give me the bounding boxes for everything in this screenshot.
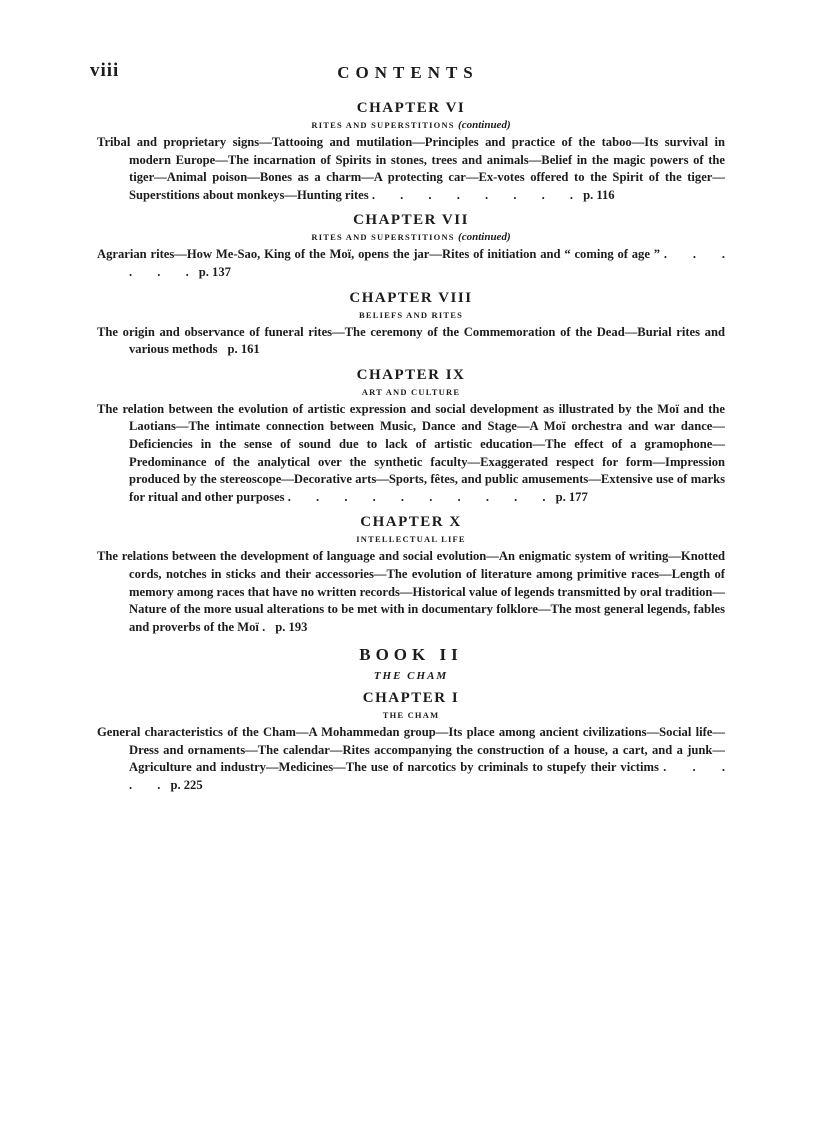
chapter-title: CHAPTER VI — [356, 100, 466, 116]
chapter-summary — [97, 724, 725, 794]
chapter-title: CHAPTER I — [362, 690, 460, 707]
chapter-subtitle — [97, 385, 725, 399]
chapter-title: CHAPTER VIII — [349, 289, 473, 306]
contents-body — [97, 98, 725, 795]
chapter-subtitle — [97, 308, 725, 322]
chapter-subtitle — [97, 230, 725, 244]
dot-leaders: . . . . . . — [129, 247, 725, 279]
dot-leaders: . . . . . . . . — [371, 187, 574, 202]
chapter-block — [97, 512, 725, 636]
chapter-summary — [97, 324, 725, 359]
book-heading — [97, 644, 725, 686]
chapter-subtitle-text: INTELLECTUAL LIFE — [356, 534, 466, 545]
chapter-title: CHAPTER VII — [353, 212, 469, 229]
page-ref: p. 161 — [227, 342, 260, 357]
summary-text: Agrarian rites—How Me-Sao, King of the Moï, opens the jar—Rites of initiation and “ coming of age ” — [97, 247, 661, 262]
chapter-subtitle-text: RITES AND SUPERSTITIONS — [311, 232, 455, 243]
chapter-subtitle-text: RITES AND SUPERSTITIONS — [311, 120, 455, 130]
summary-text: The relations between the development of language and social evolution—An enigmatic system of writing—Knotted cords, notches in sticks and their accessories—The evolution of literature among primitive races—Length of memory among races that have no written records—Historical value of legends transmitted by oral tradition—Nature of the more usual alterations to be met with in documentary folklore—The most general legends, fables and proverbs of the Moï — [97, 549, 725, 634]
chapter-summary — [97, 246, 725, 281]
summary-text: The relation between the evolution of artistic expression and social development as illustrated by the Moï and the Laotians—The intimate connection between Music, Dance and Stage—A Moï orchestra and war dance—Deficiencies in the sense of sound due to lack of artistic education—The effect of a gramophone—Predominance of the analytical over the synthetic faculty—Exaggerated respect for form—Impression produced by the stereoscope—Decorative arts—Sports, fêtes, and public amusements—Extensive use of marks for ritual and other purposes — [97, 401, 725, 504]
chapter-summary — [97, 134, 725, 204]
page-ref: p. 116 — [583, 187, 615, 202]
page-ref: p. 225 — [170, 778, 203, 793]
page-ref: p. 177 — [555, 489, 588, 504]
chapter-subtitle — [97, 118, 725, 132]
chapter-title: CHAPTER X — [360, 514, 462, 531]
chapter-block — [97, 98, 725, 204]
summary-text: Tribal and proprietary signs—Tattooing and mutilation—Principles and practice of the taboo—Its survival in modern Europe—The incarnation of Spirits in stones, trees and animals—Belief in the magic powers of the tiger—Animal poison—Bones as a charm—A protecting car—Ex-votes offered to the Spirit of the tiger—Superstitions about monkeys—Hunting rites — [97, 135, 725, 202]
chapter-title: CHAPTER IX — [356, 366, 466, 383]
continued-note: (continued) — [458, 231, 511, 244]
chapter-subtitle-text: ART AND CULTURE — [361, 386, 461, 397]
chapter-summary — [97, 548, 725, 636]
page-ref: p. 193 — [275, 619, 308, 634]
chapter-subtitle-text: BELIEFS AND RITES — [358, 309, 463, 320]
dot-leaders: . . . . . . . . . . — [287, 489, 546, 504]
chapter-block — [97, 210, 725, 281]
chapter-subtitle — [97, 708, 725, 722]
page-number: viii — [90, 60, 120, 81]
running-head: CONTENTS — [337, 63, 479, 82]
chapter-summary — [97, 401, 725, 507]
chapter-subtitle — [97, 532, 725, 546]
book-title: BOOK II — [359, 645, 463, 665]
continued-note: (continued) — [458, 119, 511, 131]
chapter-block — [97, 365, 725, 507]
book-subtitle: THE CHAM — [373, 670, 449, 683]
chapter-block — [97, 688, 725, 794]
chapter-subtitle-text: THE CHAM — [382, 710, 440, 721]
dot-leaders: . . . . . — [129, 760, 726, 793]
summary-text: General characteristics of the Cham—A Mohammedan group—Its place among ancient civilizations—Social life—Dress and ornaments—The calendar—Rites accompanying the construction of a house, a cart, and a junk—Agriculture and industry—Medicines—The use of narcotics by criminals to stupefy their victims — [97, 725, 725, 775]
summary-text: The origin and observance of funeral rites—The ceremony of the Commemoration of the Dead—Burial rites and various methods — [97, 324, 725, 357]
chapter-block — [97, 288, 725, 359]
dot-leaders: . — [262, 619, 266, 634]
page-ref: p. 137 — [198, 264, 231, 279]
